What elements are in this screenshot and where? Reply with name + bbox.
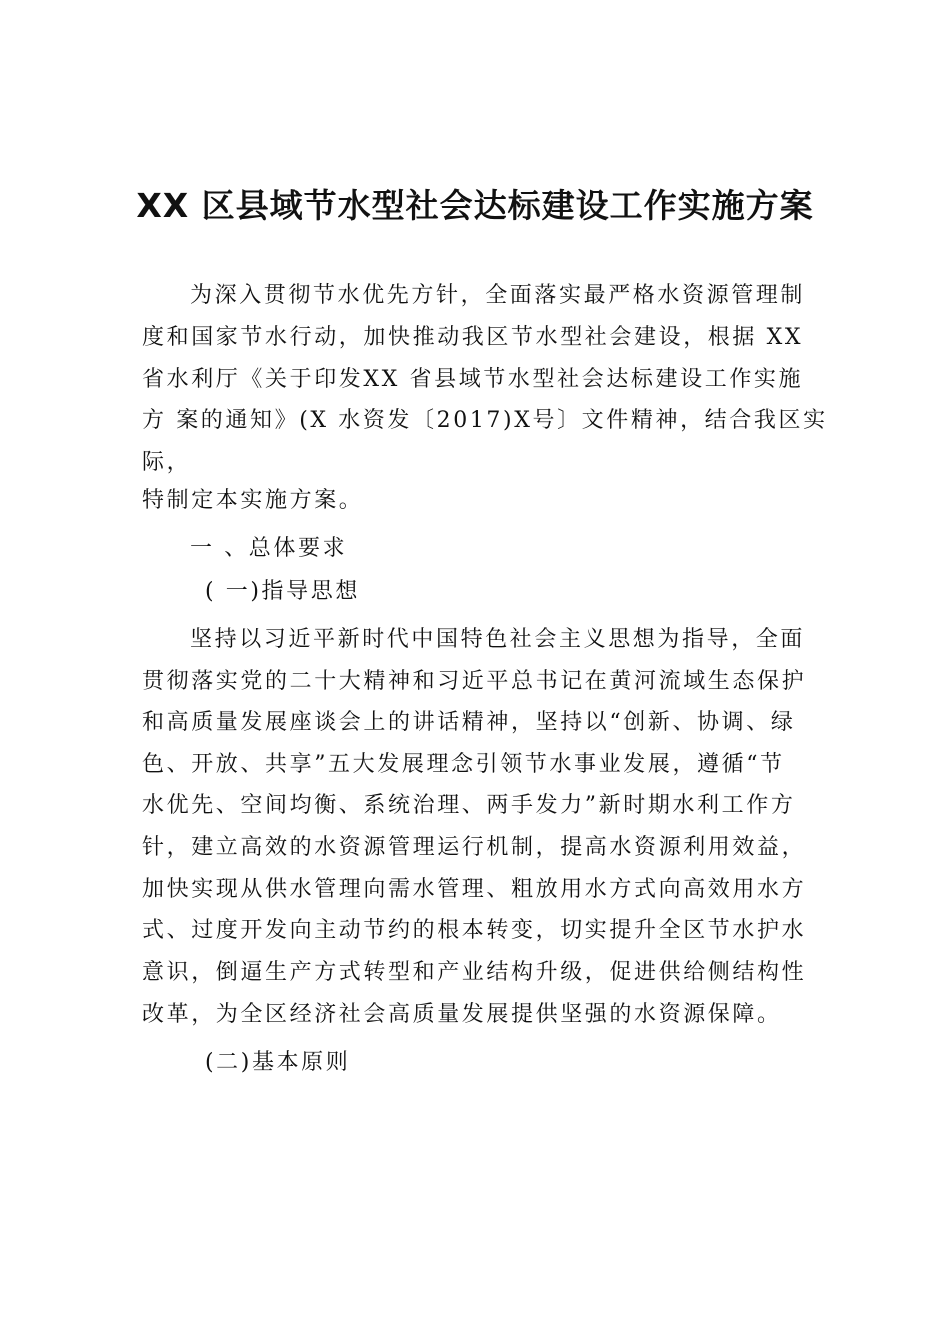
intro-line-5: 际，: [142, 450, 192, 475]
section-heading-1: 一 、总体要求: [190, 536, 348, 561]
guiding-line-1: 坚持以习近平新时代中国特色社会主义思想为指导，全面: [190, 627, 806, 652]
document-title: XX 区县域节水型社会达标建设工作实施方案: [136, 186, 814, 225]
intro-line-3: 省水利厅《关于印发XX 省县域节水型社会达标建设工作实施: [142, 367, 804, 392]
guiding-line-5: 水优先、空间均衡、系统治理、两手发力”新时期水利工作方: [142, 793, 796, 818]
subsection-heading-1: ( 一)指导思想: [205, 579, 360, 604]
guiding-line-10: 改革，为全区经济社会高质量发展提供坚强的水资源保障。: [142, 1002, 782, 1027]
guiding-line-8: 式、过度开发向主动节约的根本转变，切实提升全区节水护水: [142, 918, 807, 943]
intro-line-6: 特制定本实施方案。: [142, 488, 364, 513]
intro-line-1: 为深入贯彻节水优先方针，全面落实最严格水资源管理制: [190, 283, 806, 308]
guiding-line-7: 加快实现从供水管理向需水管理、粗放用水方式向高效用水方: [142, 877, 807, 902]
guiding-line-4: 色、开放、共享”五大发展理念引领节水事业发展，遵循“节: [142, 752, 785, 777]
guiding-line-3: 和高质量发展座谈会上的讲话精神，坚持以“创新、协调、绿: [142, 710, 796, 735]
guiding-line-9: 意识，倒逼生产方式转型和产业结构升级，促进供给侧结构性: [142, 960, 807, 985]
intro-line-2: 度和国家节水行动，加快推动我区节水型社会建设，根据 XX: [142, 325, 804, 350]
guiding-line-2: 贯彻落实党的二十大精神和习近平总书记在黄河流域生态保护: [142, 669, 807, 694]
guiding-line-6: 针，建立高效的水资源管理运行机制，提高水资源利用效益，: [142, 835, 807, 860]
intro-line-4: 方 案的通知》(X 水资发〔2017)X号〕文件精神，结合我区实: [142, 408, 828, 433]
subsection-heading-2: (二)基本原则: [205, 1050, 351, 1075]
